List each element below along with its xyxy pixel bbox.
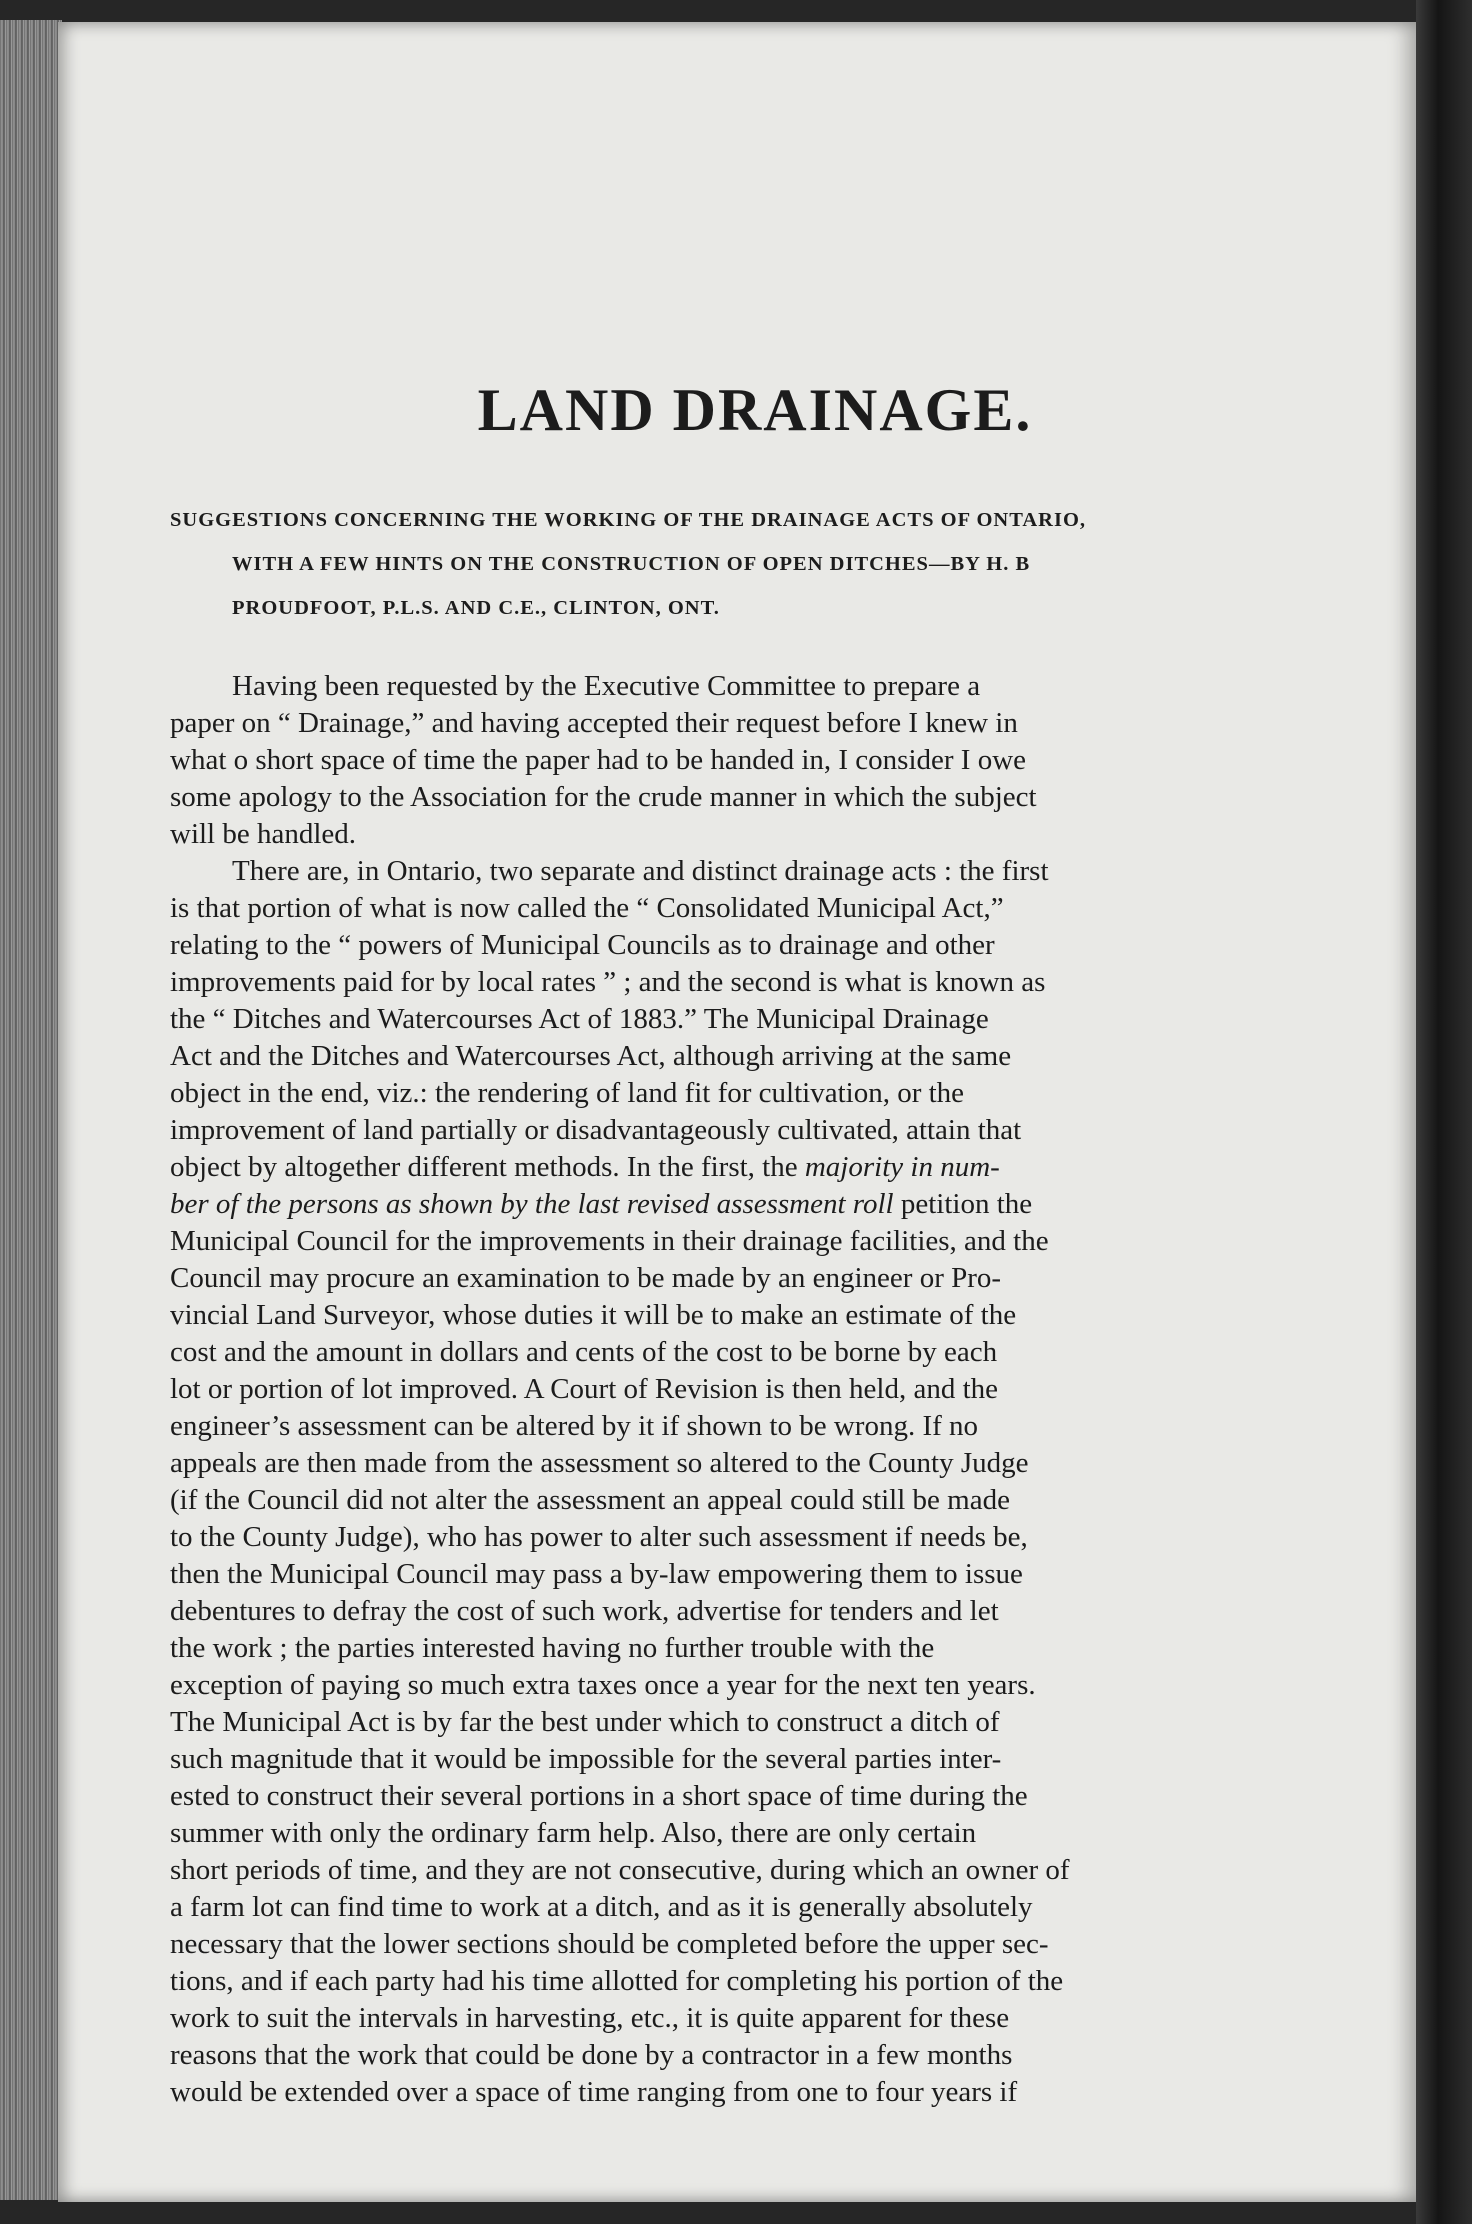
text-line: such magnitude that it would be impossible for the several parties inter- (170, 1743, 1002, 1775)
text-line: lot or portion of lot improved. A Court of Revision is then held, and the (170, 1373, 999, 1405)
text-line: would be extended over a space of time ranging from one to four years if (170, 2076, 1018, 2108)
text-line: improvements paid for by local rates ” ; and the second is what is known as (170, 966, 1046, 998)
italic-text: majority in num- (804, 1151, 1000, 1183)
text-line: will be handled. (170, 818, 357, 850)
text-line: is that portion of what is now called the “ Consolidated Municipal Act,” (170, 892, 1004, 924)
subtitle-line: WITH A FEW HINTS ON THE CONSTRUCTION OF OPEN DITCHES—BY H. B (232, 553, 1031, 575)
text-line: ested to construct their several portions in a short space of time during the (170, 1780, 1028, 1812)
page-content (170, 377, 1340, 2111)
text-line: tions, and if each party had his time allotted for completing his portion of the (170, 1965, 1064, 1997)
paragraph-intro (170, 668, 1340, 853)
text-line: (if the Council did not alter the assessment an appeal could still be made (170, 1484, 1010, 1516)
text-line: engineer’s assessment can be altered by it if shown to be wrong. If no (170, 1410, 979, 1442)
text-line: reasons that the work that could be done by a contractor in a few months (170, 2039, 1013, 2071)
text-line: object in the end, viz.: the rendering of land fit for cultivation, or the (170, 1077, 965, 1109)
text-line: what o short space of time the paper had to be handed in, I consider I owe (170, 744, 1027, 776)
text-line (170, 1149, 1340, 1186)
text-line: then the Municipal Council may pass a by-law empowering them to issue (170, 1558, 1023, 1590)
text-line: Council may procure an examination to be made by an engineer or Pro- (170, 1262, 1002, 1294)
subtitle-line: SUGGESTIONS CONCERNING THE WORKING OF THE DRAINAGE ACTS OF ONTARIO, (170, 509, 1087, 531)
text-line: Having been requested by the Executive Committee to prepare a (232, 670, 981, 702)
paragraph-drainage-acts (170, 853, 1340, 2111)
italic-text: ber of the persons as shown by the last revised assessment roll (170, 1188, 894, 1220)
text-line: There are, in Ontario, two separate and distinct drainage acts : the first (232, 855, 1049, 887)
text-line: paper on “ Drainage,” and having accepted their request before I knew in (170, 707, 1018, 739)
text-line: some apology to the Association for the crude manner in which the subject (170, 781, 1037, 813)
text-line: cost and the amount in dollars and cents of the cost to be borne by each (170, 1336, 998, 1368)
text-segment: object by altogether different methods. In the first, the (170, 1151, 805, 1183)
text-line: summer with only the ordinary farm help. Also, there are only certain (170, 1817, 977, 1849)
page-title: LAND DRAINAGE. (477, 377, 1033, 443)
text-line: short periods of time, and they are not consecutive, during which an owner of (170, 1854, 1070, 1886)
scan-border (1416, 0, 1472, 2224)
text-line: improvement of land partially or disadvantageously cultivated, attain that (170, 1114, 1022, 1146)
book-page-edges (0, 20, 62, 2200)
text-line: debentures to defray the cost of such work, advertise for tenders and let (170, 1595, 999, 1627)
text-segment: petition the (893, 1188, 1033, 1220)
text-line: relating to the “ powers of Municipal Councils as to drainage and other (170, 929, 995, 961)
text-line: vincial Land Surveyor, whose duties it will be to make an estimate of the (170, 1299, 1017, 1331)
text-line: exception of paying so much extra taxes once a year for the next ten years. (170, 1669, 1036, 1701)
article-subtitle (170, 498, 1340, 630)
text-line: the work ; the parties interested having no further trouble with the (170, 1632, 935, 1664)
subtitle-line: PROUDFOOT, P.L.S. AND C.E., CLINTON, ONT. (232, 597, 720, 619)
text-line: work to suit the intervals in harvesting, etc., it is quite apparent for these (170, 2002, 1010, 2034)
text-line: The Municipal Act is by far the best under which to construct a ditch of (170, 1706, 1000, 1738)
text-line: the “ Ditches and Watercourses Act of 1883.” The Municipal Drainage (170, 1003, 989, 1035)
text-line: a farm lot can find time to work at a ditch, and as it is generally absolutely (170, 1891, 1033, 1923)
text-line: to the County Judge), who has power to alter such assessment if needs be, (170, 1521, 1028, 1553)
text-line (170, 1186, 1340, 1223)
text-line: Municipal Council for the improvements in their drainage facilities, and the (170, 1225, 1049, 1257)
text-line: Act and the Ditches and Watercourses Act, although arriving at the same (170, 1040, 1012, 1072)
text-line: appeals are then made from the assessment so altered to the County Judge (170, 1447, 1029, 1479)
text-line: necessary that the lower sections should be completed before the upper sec- (170, 1928, 1049, 1960)
